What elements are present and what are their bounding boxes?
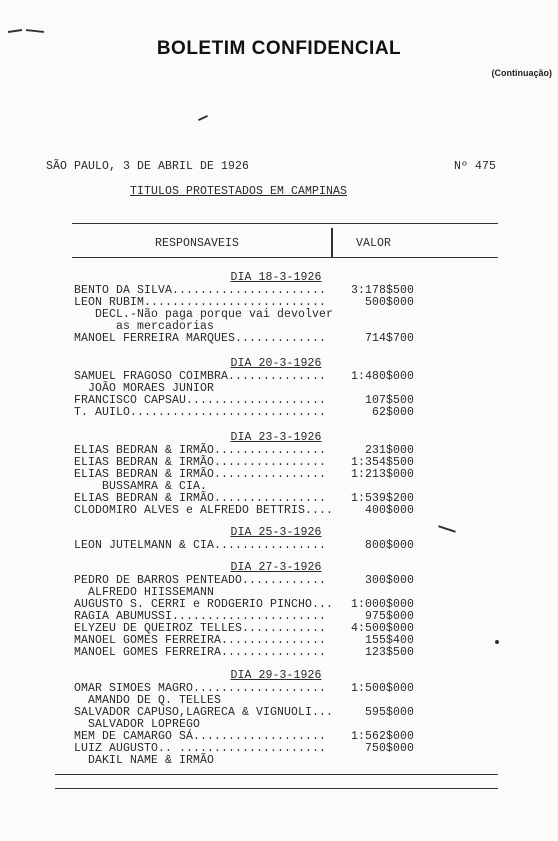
- protest-value: 3:178$500: [350, 284, 414, 297]
- day-heading: DIA 25-3-1926: [230, 526, 322, 539]
- document-title: BOLETIM CONFIDENCIAL: [156, 38, 402, 59]
- responsible-name: LEON RUBIM..........................: [74, 296, 327, 309]
- day-heading: DIA 23-3-1926: [230, 431, 322, 444]
- scan-mark: [495, 640, 499, 644]
- protest-value: 4:500$000: [350, 622, 414, 635]
- responsible-name: DAKIL NAME & IRMÃO: [74, 754, 215, 767]
- protest-value: 1:354$500: [350, 456, 414, 469]
- protest-value: 800$000: [364, 539, 414, 552]
- protest-value: 123$500: [364, 646, 414, 659]
- responsible-name: ELIAS BEDRAN & IRMÃO................: [74, 444, 327, 457]
- protest-value: 1:213$000: [350, 468, 414, 481]
- column-divider: [331, 228, 333, 258]
- responsible-name: SALVADOR LOPREGO: [74, 718, 201, 731]
- bulletin-number: Nº 475: [454, 160, 497, 173]
- responsible-name: RAGIA ABUMUSSI......................: [74, 610, 327, 623]
- section-subtitle: TITULOS PROTESTADOS EM CAMPINAS: [130, 185, 348, 198]
- table-top-rule: [72, 223, 498, 224]
- responsible-name: MANOEL GOMES FERREIRA...............: [74, 634, 327, 647]
- protest-value: 62$000: [371, 406, 414, 419]
- responsible-name: SALVADOR CAPUSO,LAGRECA & VIGNUOLI...: [74, 706, 334, 719]
- responsible-name: BENTO DA SILVA......................: [74, 284, 327, 297]
- responsible-name: ELIAS BEDRAN & IRMÃO................: [74, 456, 327, 469]
- protest-value: 231$000: [364, 444, 414, 457]
- protest-value: 1:500$000: [350, 682, 414, 695]
- protest-value: 1:480$000: [350, 370, 414, 383]
- header-bottom-rule: [72, 257, 498, 258]
- protest-value: 500$000: [364, 296, 414, 309]
- responsible-name: FRANCISCO CAPSAU....................: [74, 394, 327, 407]
- protest-value: 1:539$200: [350, 492, 414, 505]
- responsible-name: AUGUSTO S. CERRI e RODGERIO PINCHO...: [74, 598, 334, 611]
- responsible-name: BUSSAMRA & CIA.: [74, 480, 208, 493]
- scan-mark: [8, 29, 22, 33]
- protest-value: 975$000: [364, 610, 414, 623]
- responsible-name: CLODOMIRO ALVES e ALFREDO BETTRIS....: [74, 504, 334, 517]
- day-heading: DIA 20-3-1926: [230, 357, 322, 370]
- protest-value: 107$500: [364, 394, 414, 407]
- scan-mark: [438, 525, 456, 532]
- responsible-name: ELIAS BEDRAN & IRMÃO................: [74, 468, 327, 481]
- responsible-name: JOÃO MORAES JUNIOR: [74, 382, 215, 395]
- responsible-name: MEM DE CAMARGO SÁ...................: [74, 730, 327, 743]
- responsible-name: SAMUEL FRAGOSO COIMBRA..............: [74, 370, 327, 383]
- protest-value: 1:000$000: [350, 598, 414, 611]
- day-heading: DIA 29-3-1926: [230, 669, 322, 682]
- protest-value: 155$400: [364, 634, 414, 647]
- column-header-valor: VALOR: [356, 237, 392, 250]
- protest-value: 750$000: [364, 742, 414, 755]
- protest-value: 714$700: [364, 332, 414, 345]
- responsible-name: AMANDO DE Q. TELLES: [74, 694, 222, 707]
- responsible-name: MANOEL GOMES FERREIRA...............: [74, 646, 327, 659]
- scan-mark: [198, 115, 208, 121]
- table-bottom-rule: [55, 774, 498, 775]
- responsible-name: OMAR SIMOES MAGRO...................: [74, 682, 327, 695]
- responsible-name: LEON JUTELMANN & CIA................: [74, 539, 327, 552]
- protest-value: 1:562$000: [350, 730, 414, 743]
- protest-value: 400$000: [364, 504, 414, 517]
- table-footer-rule: [55, 788, 498, 789]
- protest-value: 300$000: [364, 574, 414, 587]
- responsible-name: ELYZEU DE QUEIROZ TELLES............: [74, 622, 327, 635]
- responsible-name: ELIAS BEDRAN & IRMÃO................: [74, 492, 327, 505]
- column-header-responsaveis: RESPONSAVEIS: [155, 237, 240, 250]
- responsible-name: ALFREDO HIISSEMANN: [74, 586, 215, 599]
- responsible-name: DECL.-Não paga porque vai devolver: [74, 308, 334, 321]
- day-heading: DIA 18-3-1926: [230, 271, 322, 284]
- responsible-name: MANOEL FERREIRA MARQUES.............: [74, 332, 327, 345]
- responsible-name: PEDRO DE BARROS PENTEADO............: [74, 574, 327, 587]
- scan-mark: [26, 29, 44, 33]
- protest-value: 595$000: [364, 706, 414, 719]
- responsible-name: T. AUILO............................: [74, 406, 327, 419]
- continuation-label: (Continuação): [491, 68, 552, 78]
- place-date: SÃO PAULO, 3 DE ABRIL DE 1926: [46, 160, 250, 173]
- day-heading: DIA 27-3-1926: [230, 561, 322, 574]
- responsible-name: LUIZ AUGUSTO.. .....................: [74, 742, 327, 755]
- responsible-name: as mercadorias: [74, 320, 215, 333]
